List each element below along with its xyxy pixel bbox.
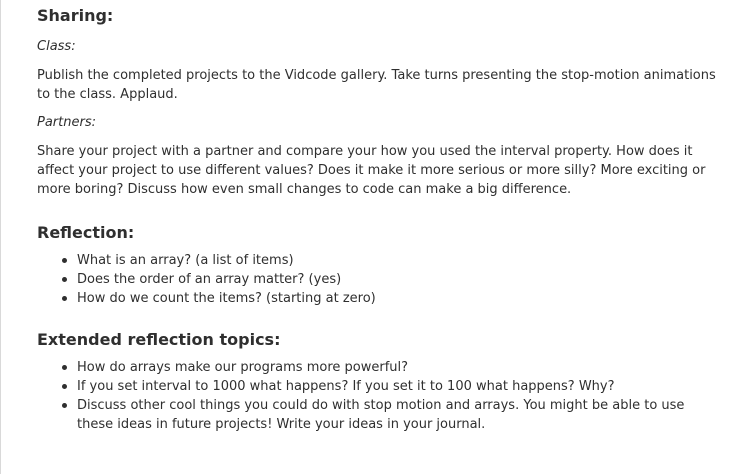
- class-paragraph: Publish the completed projects to the Vidcode gallery. Take turns presenting the stop-motion animations to the class. Applaud.: [37, 68, 716, 102]
- extended-reflection-heading: Extended reflection topics:: [37, 330, 281, 349]
- list-item: If you set interval to 1000 what happens? If you set it to 100 what happens? Why?: [77, 377, 717, 396]
- reflection-heading: Reflection:: [37, 223, 135, 242]
- reflection-list: [37, 251, 717, 308]
- list-item: What is an array? (a list of items): [77, 251, 717, 270]
- partners-paragraph: Share your project with a partner and compare your how you used the interval property. How does it affect your project to use different values? Does it make it more serious or more silly? More exciting or more boring? Discuss how even small changes to code can make a big difference.: [37, 144, 706, 197]
- sharing-heading: Sharing:: [37, 6, 114, 25]
- document-content: [37, 0, 717, 434]
- list-item: Discuss other cool things you could do with stop motion and arrays. You might be able to use these ideas in future projects! Write your ideas in your journal.: [77, 396, 717, 434]
- extended-reflection-list: [37, 358, 717, 434]
- left-border-rule: [0, 0, 1, 474]
- class-subheading: Class:: [37, 39, 76, 54]
- list-item: How do we count the items? (starting at zero): [77, 289, 717, 308]
- partners-subheading: Partners:: [37, 115, 96, 130]
- list-item: Does the order of an array matter? (yes): [77, 270, 717, 289]
- list-item: How do arrays make our programs more powerful?: [77, 358, 717, 377]
